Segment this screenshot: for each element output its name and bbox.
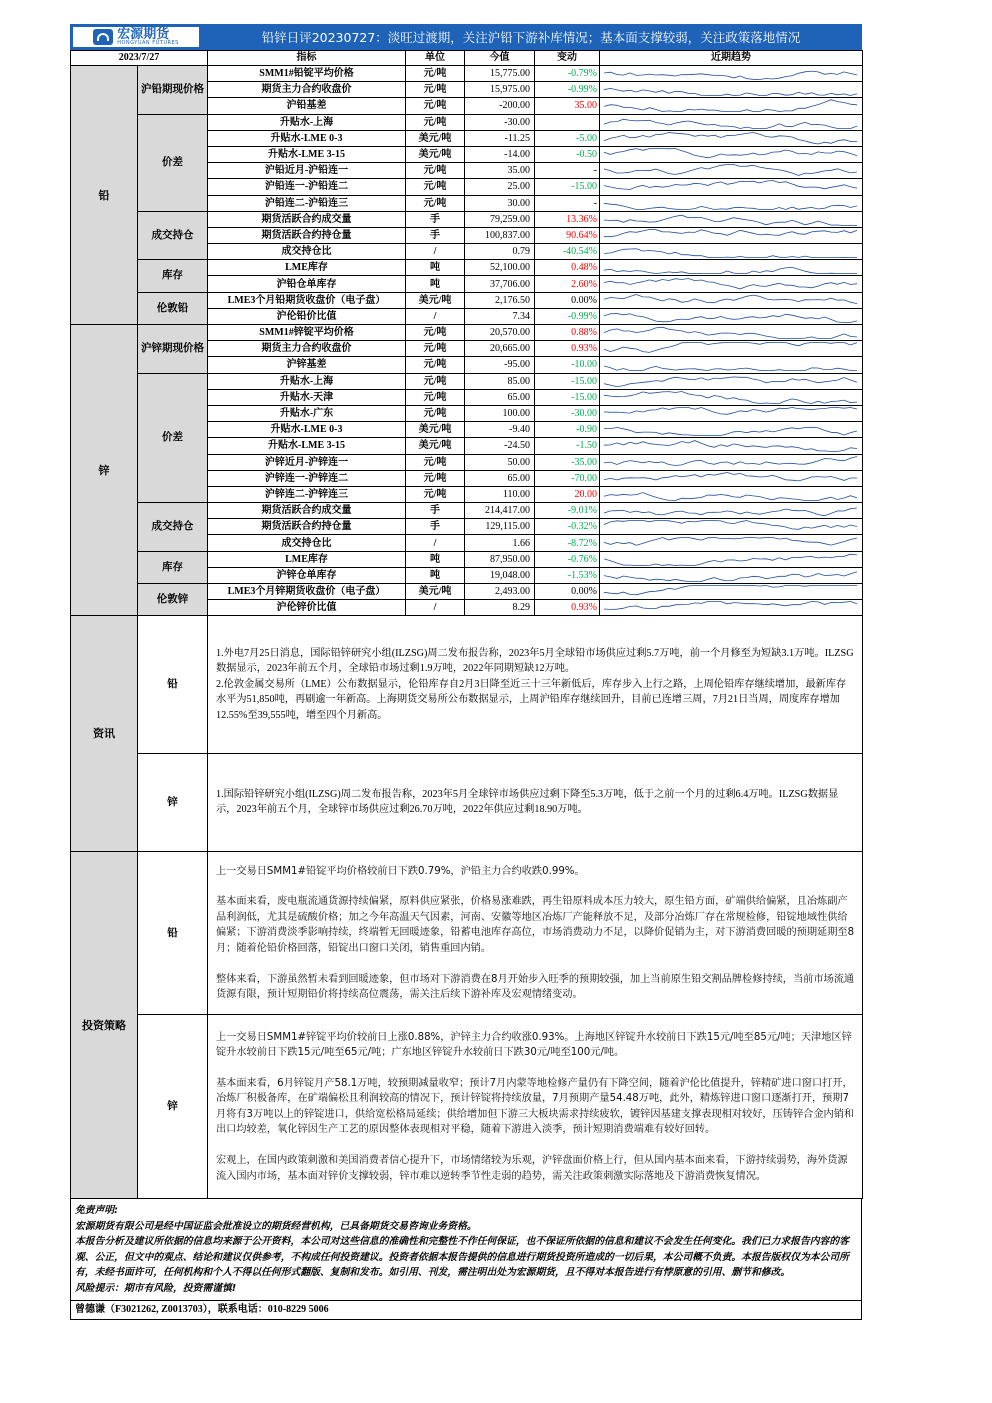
- indicator-name: 升贴水-广东: [208, 405, 406, 421]
- indicator-group: 成交持仓: [138, 503, 208, 552]
- sparkline-chart: [600, 131, 861, 146]
- trend-sparkline: [600, 260, 863, 276]
- sparkline-line: [604, 554, 857, 565]
- sparkline-chart: [600, 422, 861, 437]
- disclaimer: [70, 1199, 862, 1301]
- today-value: -30.00: [465, 114, 535, 130]
- change-header: 变动: [535, 51, 600, 66]
- change-value: -30.00: [535, 405, 600, 421]
- indicator-name: LME库存: [208, 260, 406, 276]
- today-value: 129,115.00: [465, 519, 535, 535]
- indicator-name: 升贴水-天津: [208, 389, 406, 405]
- indicator-unit: 吨: [406, 567, 465, 583]
- change-value: -10.00: [535, 357, 600, 373]
- today-value: 19,048.00: [465, 567, 535, 583]
- indicator-row: [71, 114, 863, 130]
- sparkline-chart: [600, 487, 861, 502]
- trend-sparkline: [600, 325, 863, 341]
- indicator-row: [71, 551, 863, 567]
- change-value: 2.60%: [535, 276, 600, 292]
- sparkline-line: [604, 165, 857, 176]
- today-value: 37,706.00: [465, 276, 535, 292]
- report-title: 铅锌日评20230727：淡旺过渡期，关注沪铅下游补库情况；基本面支撑较弱，关注政策落地情况: [261, 30, 801, 45]
- indicator-group: 沪锌期现价格: [138, 325, 208, 374]
- indicator-unit: 元/吨: [406, 98, 465, 114]
- sparkline-line: [604, 278, 857, 288]
- indicator-name: 沪铅连二-沪铅连三: [208, 195, 406, 211]
- trend-sparkline: [600, 276, 863, 292]
- indicator-name: 沪铅近月-沪铅连一: [208, 163, 406, 179]
- logo-name: 宏源期货: [117, 27, 170, 42]
- indicator-unit: 元/吨: [406, 470, 465, 486]
- sparkline-line: [604, 71, 857, 79]
- indicator-name: 期货活跃合约持仓量: [208, 227, 406, 243]
- today-value: 85.00: [465, 373, 535, 389]
- indicator-unit: 手: [406, 227, 465, 243]
- change-value: -35.00: [535, 454, 600, 470]
- daily-report: [70, 24, 862, 1320]
- sparkline-line: [604, 572, 857, 582]
- sparkline-line: [604, 377, 857, 387]
- sparkline-line: [604, 408, 857, 415]
- strategy-lead-paragraph: 上一交易日SMM1#铅锭平均价格较前日下跌0.79%，沪铅主力合约收跌0.99%。: [216, 865, 585, 877]
- news-category: 资讯: [71, 616, 138, 851]
- indicator-unit: 美元/吨: [406, 422, 465, 438]
- sparkline-line: [604, 249, 857, 258]
- strategy-category: 投资策略: [71, 852, 138, 1199]
- indicator-name: 沪铅基差: [208, 98, 406, 114]
- sparkline-chart: [600, 115, 861, 130]
- trend-sparkline: [600, 486, 863, 502]
- logo-icon: [93, 29, 113, 45]
- indicator-unit: 元/吨: [406, 389, 465, 405]
- sparkline-chart: [600, 82, 861, 97]
- logo-english: HONGYUAN FUTURES: [117, 40, 179, 46]
- indicator-row: [71, 66, 863, 82]
- today-value: 100,837.00: [465, 227, 535, 243]
- sparkline-chart: [600, 341, 861, 356]
- change-value: 35.00: [535, 98, 600, 114]
- indicator-row: [71, 503, 863, 519]
- sparkline-chart: [600, 244, 861, 259]
- indicator-name: LME库存: [208, 551, 406, 567]
- today-value: -95.00: [465, 357, 535, 373]
- trend-sparkline: [600, 227, 863, 243]
- sparkline-line: [604, 327, 857, 338]
- indicator-unit: 元/吨: [406, 325, 465, 341]
- indicator-unit: 美元/吨: [406, 438, 465, 454]
- change-value: -5.00: [535, 130, 600, 146]
- sparkline-chart: [600, 390, 861, 405]
- trend-sparkline: [600, 146, 863, 162]
- change-value: -: [535, 163, 600, 179]
- trend-sparkline: [600, 551, 863, 567]
- change-value: -0.76%: [535, 551, 600, 567]
- change-value: -15.00: [535, 389, 600, 405]
- indicator-name: LME3个月铅期货收盘价（电子盘）: [208, 292, 406, 308]
- sparkline-line: [604, 215, 857, 225]
- indicator-row: [71, 373, 863, 389]
- today-value: 7.34: [465, 308, 535, 324]
- change-value: -0.99%: [535, 308, 600, 324]
- sparkline-line: [604, 313, 857, 322]
- today-value: 30.00: [465, 195, 535, 211]
- strategy-zinc-paragraph: 宏观上，在国内政策刺激和美国消费者信心提升下，市场情绪较为乐观，沪锌盘面价格上行，但从国内基本面来看，下游持续弱势，海外货源流入国内市场，基本面对锌价支撑较弱，锌市难以逆转季节性走弱的趋势，需关注政策刺激实际落地及下游消费恢复情况。: [216, 1155, 848, 1182]
- trend-sparkline: [600, 163, 863, 179]
- today-value: 25.00: [465, 179, 535, 195]
- trend-sparkline: [600, 373, 863, 389]
- indicator-name: 升贴水-LME 3-15: [208, 438, 406, 454]
- sparkline-chart: [600, 568, 861, 583]
- indicator-name: 升贴水-LME 0-3: [208, 130, 406, 146]
- today-value: 214,417.00: [465, 503, 535, 519]
- sparkline-line: [604, 537, 857, 545]
- indicator-name: 沪锌基差: [208, 357, 406, 373]
- today-value: -14.00: [465, 146, 535, 162]
- sparkline-line: [604, 521, 857, 530]
- today-value: 2,176.50: [465, 292, 535, 308]
- indicator-group: 价差: [138, 114, 208, 211]
- indicator-unit: 吨: [406, 276, 465, 292]
- trend-sparkline: [600, 600, 863, 616]
- sparkline-line: [604, 149, 857, 158]
- report-date: 2023/7/27: [71, 51, 208, 66]
- indicator-header: 指标: [208, 51, 406, 66]
- indicator-name: 期货主力合约收盘价: [208, 341, 406, 357]
- indicator-group: 库存: [138, 260, 208, 292]
- news-table: [70, 616, 863, 852]
- disclaimer-line: 本报告分析及建议所依据的信息均来源于公开资料，本公司对这些信息的准确性和完整性不作任何保证，也不保证所依据的信息和建议不会发生任何变化。我们已力求报告内容的客观、公正，但文中的观点、结论和建议仅供参考，不构成任何投资建议。投资者依据本报告提供的信息进行期货投资所造成的一切后果，本公司概不负责。本报告版权仅为本公司所有，未经书面许可，任何机构和个人不得以任何形式翻版、复制和发布。如引用、刊发，需注明出处为宏源期货，且不得对本报告进行有悖原意的引用、删节和修改。: [75, 1236, 849, 1279]
- sparkline-chart: [600, 374, 861, 389]
- sparkline-line: [604, 203, 857, 209]
- change-value: 0.48%: [535, 260, 600, 276]
- strategy-text-zinc: [208, 1015, 863, 1199]
- sparkline-line: [604, 508, 857, 516]
- column-header-row: [71, 51, 863, 66]
- today-value: 100.00: [465, 405, 535, 421]
- change-value: -40.54%: [535, 244, 600, 260]
- indicator-name: SMM1#铅锭平均价格: [208, 66, 406, 82]
- sparkline-chart: [600, 309, 861, 324]
- indicator-group: 伦敦铅: [138, 292, 208, 324]
- today-value: -9.40: [465, 422, 535, 438]
- sparkline-chart: [600, 293, 861, 308]
- today-value: 8.29: [465, 600, 535, 616]
- change-value: -0.32%: [535, 519, 600, 535]
- today-value: 1.66: [465, 535, 535, 551]
- disclaimer-title: 免责声明:: [75, 1205, 119, 1217]
- indicator-group: 沪铅期现价格: [138, 66, 208, 115]
- sparkline-chart: [600, 260, 861, 275]
- analyst-contact: 曾德谦（F3021262, Z0013703），联系电话：010-8229 5006: [70, 1301, 862, 1320]
- change-value: 20.00: [535, 486, 600, 502]
- trend-sparkline: [600, 519, 863, 535]
- change-value: -70.00: [535, 470, 600, 486]
- indicator-name: 沪锌近月-沪锌连一: [208, 454, 406, 470]
- indicator-unit: /: [406, 308, 465, 324]
- today-value: 20,665.00: [465, 341, 535, 357]
- trend-sparkline: [600, 470, 863, 486]
- indicator-row: [71, 260, 863, 276]
- sparkline-line: [604, 366, 857, 371]
- trend-sparkline: [600, 503, 863, 519]
- indicator-unit: 美元/吨: [406, 146, 465, 162]
- indicator-name: 沪锌连二-沪锌连三: [208, 486, 406, 502]
- today-value: 87,950.00: [465, 551, 535, 567]
- sparkline-chart: [600, 519, 861, 534]
- trend-sparkline: [600, 195, 863, 211]
- sparkline-chart: [600, 552, 861, 567]
- indicator-unit: 美元/吨: [406, 584, 465, 600]
- indicator-unit: 元/吨: [406, 341, 465, 357]
- indicator-unit: 手: [406, 519, 465, 535]
- strategy-lead-paragraph: 基本面来看，废电瓶流通货源持续偏紧，原料供应紧张，价格易涨难跌，再生铅原料成本压力较大，原生铅方面，矿端供给偏紧，且冶炼副产品利润低，尤其是硫酸价格；加之今年高温天气因素，河南、安徽等地区冶炼厂产能释放不足，及部分冶炼厂存在常规检修，铅锭地域性供给偏紧；下游消费淡季影响持续，终端暂无回暖迹象，铅蓄电池库存高位，市场消费动力不足，以降价促销为主，对下游消费回暖的预期延期至8月；随着伦铅价格回落，铅锭出口窗口关闭，销售重回内销。: [216, 896, 855, 954]
- indicator-name: 沪锌仓单库存: [208, 567, 406, 583]
- strategy-lead-paragraph: 整体来看，下游虽然暂未看到回暖迹象，但市场对下游消费在8月开始步入旺季的预期较强，加上当前原生铅交割品牌检修持续，当前市场流通货源有限，预计短期铅价将持续高位震荡，需关注后续下游补库及宏观情绪变动。: [216, 973, 855, 1001]
- sparkline-line: [604, 391, 857, 403]
- sparkline-line: [604, 441, 857, 452]
- today-value: 35.00: [465, 163, 535, 179]
- indicator-unit: 元/吨: [406, 114, 465, 130]
- trend-sparkline: [600, 438, 863, 454]
- section-category: 锌: [71, 325, 138, 616]
- indicator-name: SMM1#锌锭平均价格: [208, 325, 406, 341]
- indicator-row: [71, 584, 863, 600]
- trend-sparkline: [600, 308, 863, 324]
- report-header: [70, 24, 862, 50]
- indicator-unit: 元/吨: [406, 82, 465, 98]
- trend-sparkline: [600, 389, 863, 405]
- indicator-unit: 美元/吨: [406, 292, 465, 308]
- indicator-unit: /: [406, 535, 465, 551]
- change-value: 13.36%: [535, 211, 600, 227]
- indicator-unit: 手: [406, 211, 465, 227]
- sparkline-line: [604, 181, 857, 190]
- strategy-zinc-paragraph: 基本面来看，6月锌锭月产58.1万吨，较预期减量收窄；预计7月内蒙等地检修产量仍有下降空间，随着沪伦比值提升，锌精矿进口窗口打开，冶炼厂积极备库，在矿端偏松且利润较高的情况下，预计锌锭将持续放量，7月预期产量54.48万吨，此外，精炼锌进口窗口逐渐打开，预期7月将有3万吨以上的锌锭进口，供给宽松格局延续；供给增加但下游三大板块需求持续疲软，镀锌因基建支撑表现相对较好，压铸锌合金内销和出口均较差，氧化锌因生产工艺的原因整体表现相对平稳，随着下游进入淡季，预计短期消费端难有较好回转。: [216, 1077, 855, 1136]
- today-value: -24.50: [465, 438, 535, 454]
- indicator-unit: /: [406, 600, 465, 616]
- sparkline-chart: [600, 455, 861, 470]
- unit-header: 单位: [406, 51, 465, 66]
- trend-sparkline: [600, 179, 863, 195]
- strategy-table: [70, 852, 863, 1200]
- change-value: -0.99%: [535, 82, 600, 98]
- today-value: 65.00: [465, 470, 535, 486]
- today-value: 50.00: [465, 454, 535, 470]
- sparkline-chart: [600, 147, 861, 162]
- news-text-lead: 1.外电7月25日消息，国际铅锌研究小组(ILZSG)周二发布报告称，2023年5月全球铅市场供应过剩5.7万吨，前一个月修至为短缺3.1万吨。ILZSG数据显示，2023年前五个月，全球铅市场过剩1.9万吨，2022年同期短缺12万吨。 2.伦敦金属交易所（LME）公布数据显示，伦铅库存自2月3日降至近三十三年新低后，库存步入上行之路，上周伦铅库存继续增加，最新库存水平为51,850吨，再刷逾一年新高。上海期货交易所公布数据显示，上周沪铅库存继续回升，目前已连增三周，7月21日当周，周度库存增加12.55%至39,555吨，增至四个月新高。: [208, 616, 863, 753]
- today-value: -200.00: [465, 98, 535, 114]
- indicator-unit: 元/吨: [406, 486, 465, 502]
- indicator-unit: 元/吨: [406, 66, 465, 82]
- sparkline-line: [604, 492, 857, 500]
- indicator-name: 沪伦锌价比值: [208, 600, 406, 616]
- indicator-unit: 美元/吨: [406, 130, 465, 146]
- trend-sparkline: [600, 130, 863, 146]
- change-value: -15.00: [535, 179, 600, 195]
- today-value: 20,570.00: [465, 325, 535, 341]
- sparkline-line: [604, 472, 857, 480]
- trend-sparkline: [600, 341, 863, 357]
- indicator-name: 期货主力合约收盘价: [208, 82, 406, 98]
- today-value: 79,259.00: [465, 211, 535, 227]
- indicator-group: 伦敦锌: [138, 584, 208, 616]
- sparkline-chart: [600, 325, 861, 340]
- indicator-unit: 元/吨: [406, 357, 465, 373]
- sparkline-line: [604, 294, 857, 303]
- indicator-name: 沪铅连一-沪铅连二: [208, 179, 406, 195]
- disclaimer-line: 宏源期货有限公司是经中国证监会批准设立的期货经营机构，已具备期货交易咨询业务资格。: [75, 1220, 477, 1232]
- today-value: 2,493.00: [465, 584, 535, 600]
- change-value: -8.72%: [535, 535, 600, 551]
- sparkline-line: [604, 428, 857, 436]
- change-value: -15.00: [535, 373, 600, 389]
- indicator-unit: 元/吨: [406, 195, 465, 211]
- sparkline-chart: [600, 471, 861, 486]
- today-header: 今值: [465, 51, 535, 66]
- trend-sparkline: [600, 454, 863, 470]
- change-value: [535, 114, 600, 130]
- indicator-name: 沪铅仓单库存: [208, 276, 406, 292]
- strategy-metal-zinc: 锌: [138, 1015, 208, 1199]
- sparkline-chart: [600, 212, 861, 227]
- change-value: -0.50: [535, 146, 600, 162]
- trend-sparkline: [600, 535, 863, 551]
- sparkline-line: [604, 456, 857, 465]
- sparkline-chart: [600, 584, 861, 599]
- today-value: 52,100.00: [465, 260, 535, 276]
- indicator-group: 价差: [138, 373, 208, 503]
- trend-sparkline: [600, 405, 863, 421]
- sparkline-chart: [600, 179, 861, 194]
- sparkline-chart: [600, 277, 861, 292]
- change-value: -1.50: [535, 438, 600, 454]
- sparkline-chart: [600, 98, 861, 113]
- sparkline-line: [604, 100, 857, 112]
- trend-sparkline: [600, 567, 863, 583]
- news-metal-lead: 铅: [138, 616, 208, 753]
- sparkline-chart: [600, 536, 861, 551]
- indicator-row: [71, 211, 863, 227]
- risk-warning: 风险提示：期市有风险，投资需谨慎!: [75, 1282, 237, 1294]
- sparkline-chart: [600, 228, 861, 243]
- indicator-unit: 元/吨: [406, 405, 465, 421]
- news-metal-zinc: 锌: [138, 753, 208, 851]
- sparkline-line: [604, 132, 857, 144]
- today-value: 0.79: [465, 244, 535, 260]
- change-value: -1.53%: [535, 567, 600, 583]
- indicator-unit: 元/吨: [406, 454, 465, 470]
- trend-sparkline: [600, 422, 863, 438]
- trend-sparkline: [600, 66, 863, 82]
- indicator-name: 升贴水-上海: [208, 373, 406, 389]
- today-value: 15,975.00: [465, 82, 535, 98]
- indicator-name: 沪伦铅价比值: [208, 308, 406, 324]
- market-data-table: [70, 50, 863, 616]
- change-value: 0.88%: [535, 325, 600, 341]
- sparkline-chart: [600, 406, 861, 421]
- indicator-row: [71, 325, 863, 341]
- trend-sparkline: [600, 82, 863, 98]
- indicator-name: 升贴水-上海: [208, 114, 406, 130]
- indicator-name: 升贴水-LME 3-15: [208, 146, 406, 162]
- strategy-text-lead: [208, 852, 863, 1015]
- indicator-name: 沪锌连一-沪锌连二: [208, 470, 406, 486]
- change-value: -0.90: [535, 422, 600, 438]
- sparkline-line: [604, 119, 857, 128]
- strategy-metal-lead: 铅: [138, 852, 208, 1015]
- trend-sparkline: [600, 244, 863, 260]
- today-value: 65.00: [465, 389, 535, 405]
- brand-logo: [73, 27, 199, 47]
- sparkline-chart: [600, 503, 861, 518]
- indicator-unit: 元/吨: [406, 373, 465, 389]
- today-value: -11.25: [465, 130, 535, 146]
- change-value: 90.64%: [535, 227, 600, 243]
- change-value: -9.01%: [535, 503, 600, 519]
- trend-sparkline: [600, 211, 863, 227]
- indicator-group: 库存: [138, 551, 208, 583]
- indicator-unit: /: [406, 244, 465, 260]
- trend-sparkline: [600, 292, 863, 308]
- sparkline-chart: [600, 66, 861, 81]
- change-value: 0.93%: [535, 341, 600, 357]
- sparkline-line: [604, 586, 857, 595]
- indicator-row: [71, 292, 863, 308]
- indicator-name: 成交持仓比: [208, 244, 406, 260]
- today-value: 110.00: [465, 486, 535, 502]
- change-value: -: [535, 195, 600, 211]
- indicator-unit: 吨: [406, 260, 465, 276]
- indicator-unit: 元/吨: [406, 163, 465, 179]
- sparkline-chart: [600, 357, 861, 372]
- sparkline-chart: [600, 163, 861, 178]
- indicator-unit: 吨: [406, 551, 465, 567]
- indicator-unit: 元/吨: [406, 179, 465, 195]
- trend-header: 近期趋势: [600, 51, 863, 66]
- indicator-name: 期货活跃合约成交量: [208, 503, 406, 519]
- trend-sparkline: [600, 584, 863, 600]
- change-value: 0.00%: [535, 584, 600, 600]
- indicator-name: LME3个月锌期货收盘价（电子盘）: [208, 584, 406, 600]
- indicator-name: 升贴水-LME 0-3: [208, 422, 406, 438]
- indicator-group: 成交持仓: [138, 211, 208, 260]
- sparkline-line: [604, 268, 857, 274]
- strategy-zinc-paragraph: 上一交易日SMM1#锌锭平均价较前日上涨0.88%，沪锌主力合约收涨0.93%。上海地区锌锭升水较前日下跌15元/吨至85元/吨；天津地区锌锭升水较前日下跌15元/吨至65元/吨；广东地区锌锭升水较前日下跌30元/吨至100元/吨。: [216, 1031, 852, 1059]
- trend-sparkline: [600, 98, 863, 114]
- section-category: 铅: [71, 66, 138, 325]
- indicator-name: 期货活跃合约持仓量: [208, 519, 406, 535]
- sparkline-line: [604, 229, 857, 236]
- indicator-name: 期货活跃合约成交量: [208, 211, 406, 227]
- trend-sparkline: [600, 114, 863, 130]
- change-value: -0.79%: [535, 66, 600, 82]
- change-value: 0.93%: [535, 600, 600, 616]
- trend-sparkline: [600, 357, 863, 373]
- sparkline-line: [604, 602, 857, 610]
- news-text-zinc: 1.国际铅锌研究小组(ILZSG)周二发布报告称，2023年5月全球锌市场供应过剩下降至5.3万吨，低于之前一个月的过剩6.4万吨。ILZSG数据显示，2023年前五个月，全球锌市场供应过剩26.70万吨，2022年供应过剩18.90万吨。: [208, 753, 863, 851]
- sparkline-line: [604, 343, 857, 353]
- sparkline-chart: [600, 196, 861, 211]
- sparkline-line: [604, 89, 857, 96]
- sparkline-chart: [600, 600, 861, 615]
- indicator-name: 成交持仓比: [208, 535, 406, 551]
- today-value: 15,775.00: [465, 66, 535, 82]
- change-value: 0.00%: [535, 292, 600, 308]
- sparkline-chart: [600, 438, 861, 453]
- indicator-unit: 手: [406, 503, 465, 519]
